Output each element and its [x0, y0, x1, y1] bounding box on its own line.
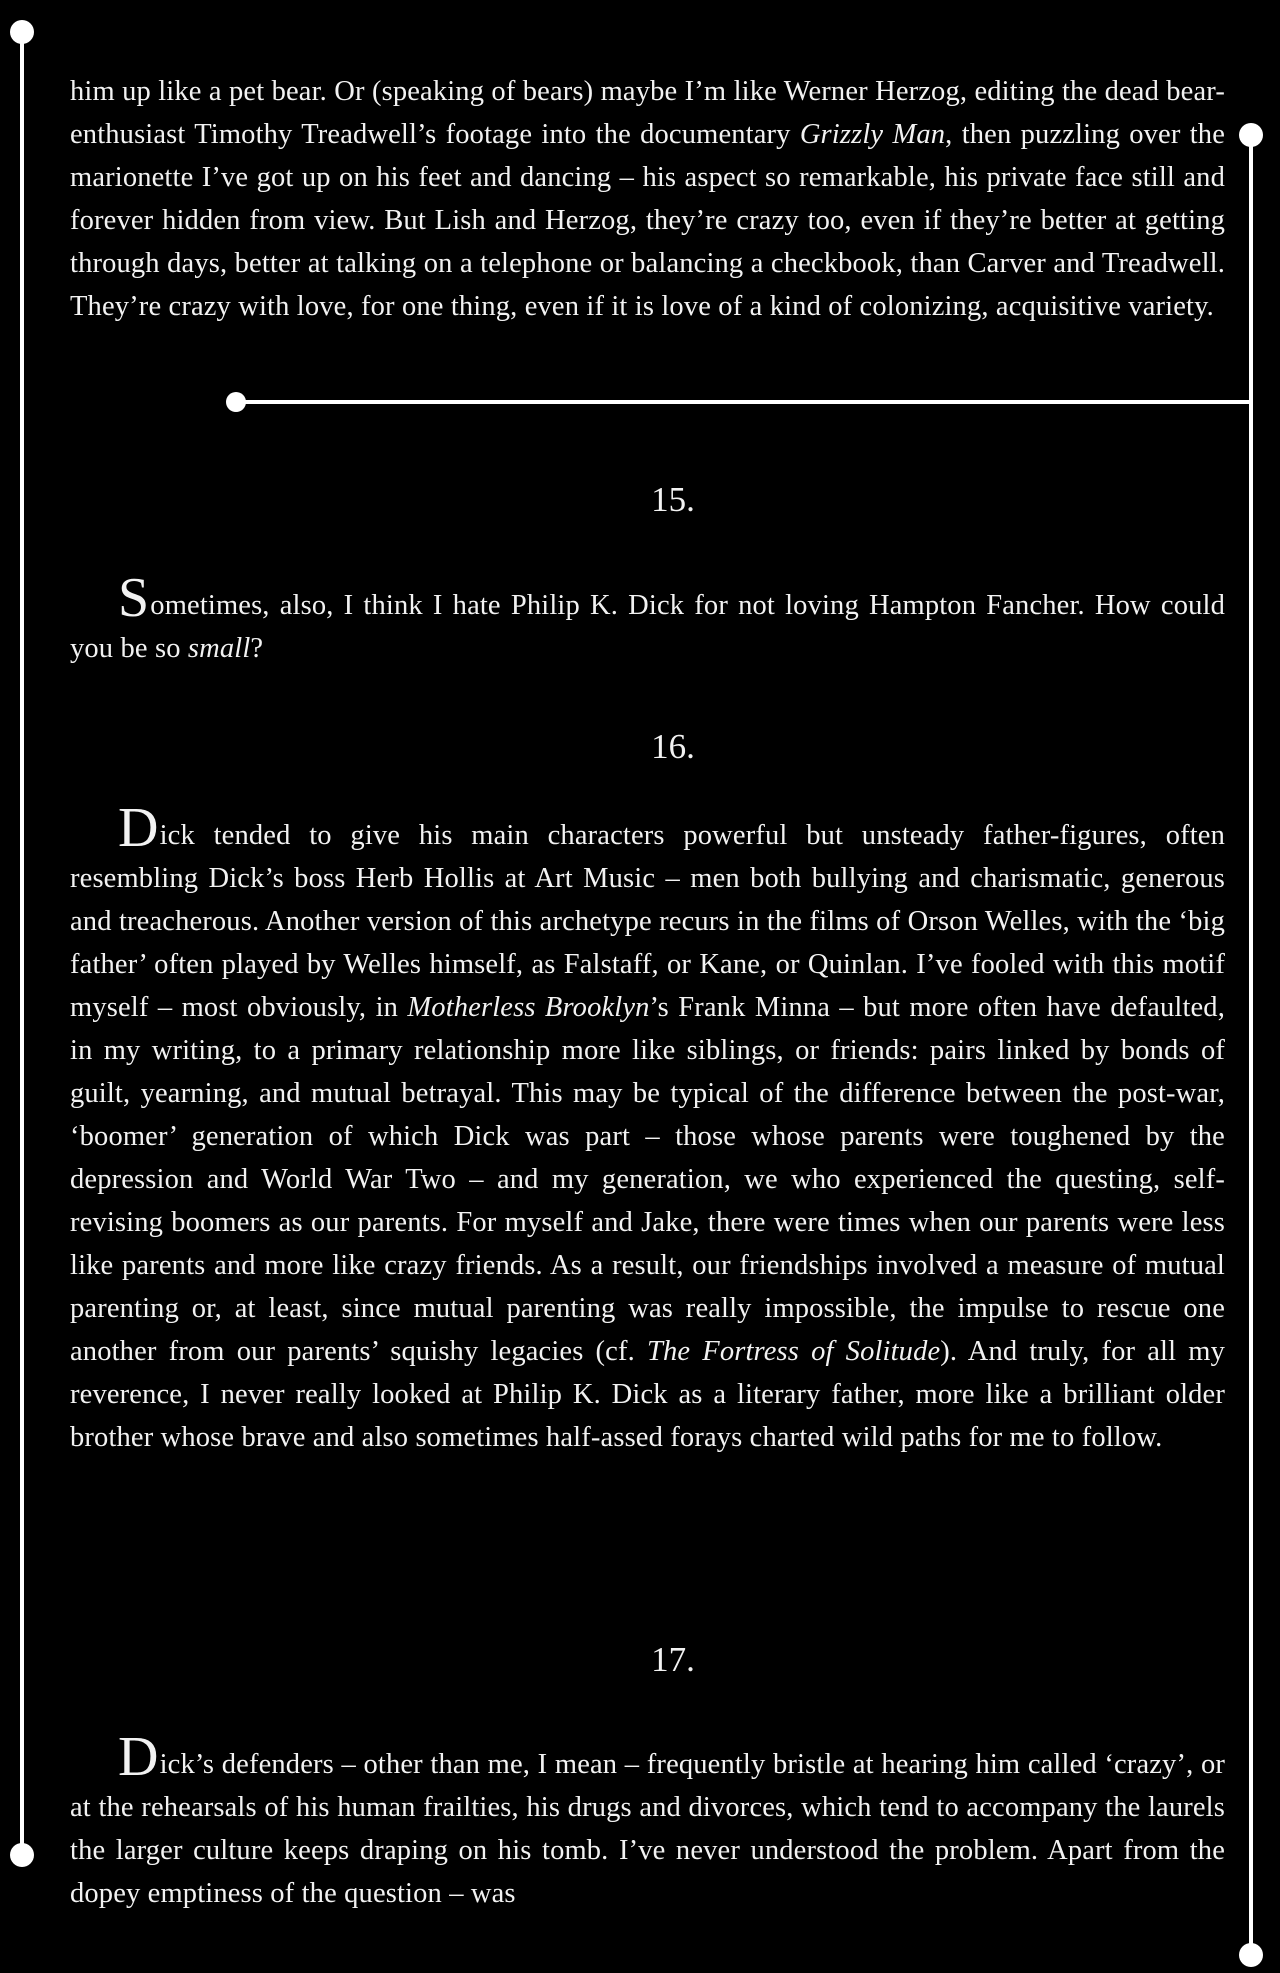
drop-cap: D [118, 797, 159, 859]
emphasis: small [187, 633, 251, 664]
film-title: Grizzly Man [799, 119, 946, 150]
right-bottom-node [1239, 1943, 1263, 1967]
text-run: ). And truly, for all my reverence, I never really looked at Philip K. Dick as a literary father, more like a brilliant older brother whose brave and also sometimes half-assed forays charted wild paths for me to follow. [70, 1336, 1225, 1453]
paragraph-continued [70, 70, 1225, 328]
text-run: ometimes, also, I think I hate Philip K. Dick for not loving Hampton Fancher. How could you be so [70, 590, 1225, 664]
text-run: ? [250, 633, 264, 664]
book-title: The Fortress of Solitude [646, 1336, 941, 1367]
left-top-node [10, 20, 34, 44]
drop-cap: S [118, 567, 150, 629]
paragraph-section-16 [70, 797, 1225, 1459]
text-run: ick’s defenders – other than me, I mean – frequently bristle at hearing him called ‘crazy’, or at the rehearsals of his human frailties, his drugs and divorces, which tend to accompany the laurels the larger culture keeps draping on his tomb. I’ve never understood the problem. Apart from the dopey emptiness of the question – was [70, 1749, 1225, 1909]
section-number-17: 17. [651, 1640, 695, 1679]
text-run: him up like a pet bear. Or (speaking of bears) maybe I’m like Werner Herzog, editing the dead bear- enthusiast Timothy Treadwell’s footage into the documentary [70, 76, 1225, 150]
section-number-15: 15. [651, 480, 695, 519]
connector-node [226, 392, 246, 412]
drop-cap: D [118, 1726, 159, 1788]
section-number-16: 16. [651, 727, 695, 766]
paragraph-section-15 [70, 567, 1225, 670]
right-top-node [1239, 123, 1263, 147]
text-run: ick tended to give his main characters powerful but unsteady father-figures, often resembling Dick’s boss Herb Hollis at Art Music – men both bullying and charismatic, generous and treacherous. Another version of this archetype recurs in the films of Orson Welles, with the ‘big father’ often played by Welles himself, as Falstaff, or Kane, or Quinlan. I’ve fooled with this motif myself – most obviously, in [70, 820, 1225, 1023]
left-bottom-node [10, 1843, 34, 1867]
text-run: , then puzzling over the marionette I’ve got up on his feet and dancing – his aspect so remarkable, his private face still and forever hidden from view. But Lish and Herzog, they’re crazy too, even if they’re better at getting through days, better at talking on a telephone or balancing a checkbook, than Carver and Treadwell. They’re crazy with love, for one thing, even if it is love of a kind of colonizing, acquisitive variety. [70, 119, 1226, 322]
text-run: ’s Frank Minna – but more often have defaulted, in my writing, to a primary relationship more like siblings, or friends: pairs linked by bonds of guilt, yearning, and mutual betrayal. This may be typical of the difference between the post-war, ‘boomer’ generation of which Dick was part – those whose parents were toughened by the depression and World War Two – and my generation, we who experienced the questing, self-revising boomers as our parents. For myself and Jake, there were times when our parents were less like parents and more like crazy friends. As a result, our friendships involved a measure of mutual parenting or, at least, since mutual parenting was really impossible, the impulse to rescue one another from our parents’ squishy legacies (cf. [70, 992, 1225, 1367]
paragraph-section-17 [70, 1726, 1225, 1915]
book-title: Motherless Brooklyn [407, 992, 650, 1023]
